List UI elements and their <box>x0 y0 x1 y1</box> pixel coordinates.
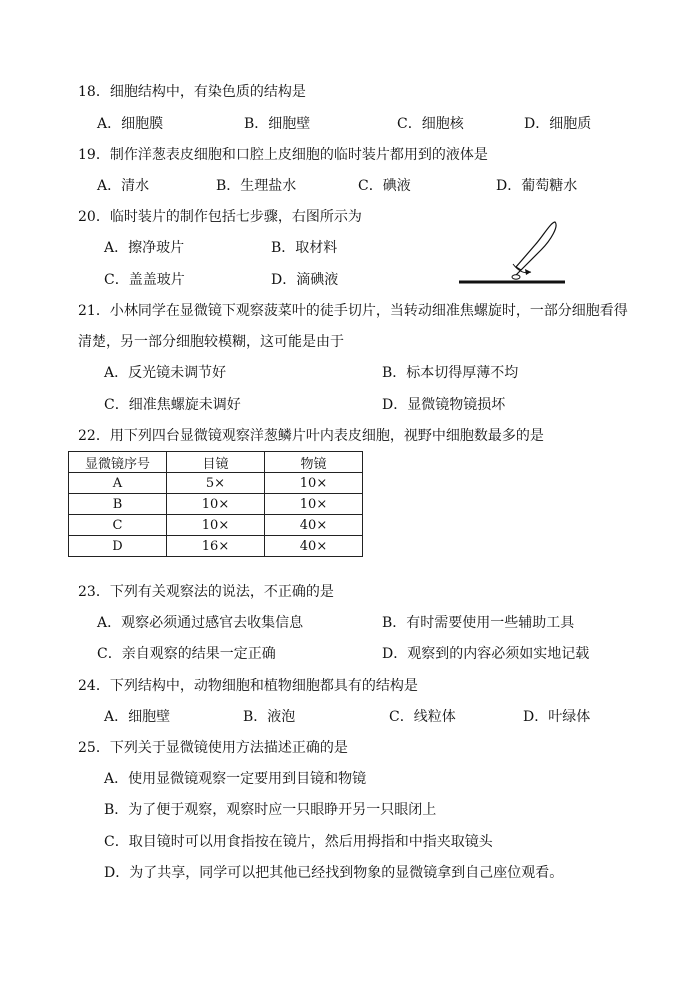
q21-option-b: B．标本切得厚薄不均 <box>382 365 519 381</box>
table-header-row <box>69 452 363 473</box>
q21-stem-line2: 清楚，另一部分细胞较模糊，这可能是由于 <box>78 334 344 350</box>
cell-id: D <box>69 536 167 557</box>
q21-stem-line1: 21．小林同学在显微镜下观察菠菜叶的徒手切片，当转动细准焦螺旋时，一部分细胞看得 <box>78 303 628 319</box>
cell-objective: 10× <box>265 473 363 494</box>
q25-option-d: D．为了共享，同学可以把其他已经找到物象的显微镜拿到自己座位观看。 <box>104 865 564 881</box>
q24-stem: 24．下列结构中，动物细胞和植物细胞都具有的结构是 <box>78 678 418 694</box>
header-eyepiece: 目镜 <box>167 452 265 473</box>
header-objective: 物镜 <box>265 452 363 473</box>
q22-stem: 22．用下列四台显微镜观察洋葱鳞片叶内表皮细胞，视野中细胞数最多的是 <box>78 428 544 444</box>
q21-option-d: D．显微镜物镜损坏 <box>382 397 506 413</box>
q20-option-d: D．滴碘液 <box>271 272 339 288</box>
q23-option-c: C．亲自观察的结果一定正确 <box>97 646 276 662</box>
q23-option-d: D．观察到的内容必须如实地记载 <box>382 646 590 662</box>
q18-option-c: C．细胞核 <box>397 116 464 132</box>
cell-eyepiece: 16× <box>167 536 265 557</box>
q19-stem: 19．制作洋葱表皮细胞和口腔上皮细胞的临时装片都用到的液体是 <box>78 147 488 163</box>
q19-option-b: B．生理盐水 <box>216 178 297 194</box>
q24-option-b: B．液泡 <box>243 709 296 725</box>
cell-id: C <box>69 515 167 536</box>
q24-option-a: A．细胞壁 <box>104 709 171 725</box>
q18-stem: 18．细胞结构中，有染色质的结构是 <box>78 84 306 100</box>
q20-option-a: A．擦净玻片 <box>104 240 185 256</box>
cell-eyepiece: 10× <box>167 494 265 515</box>
q25-stem: 25．下列关于显微镜使用方法描述正确的是 <box>78 740 348 756</box>
q20-option-b: B．取材料 <box>271 240 338 256</box>
q18-option-d: D．细胞质 <box>524 116 592 132</box>
q19-option-c: C．碘液 <box>358 178 411 194</box>
q24-option-d: D．叶绿体 <box>523 709 591 725</box>
cell-objective: 40× <box>265 515 363 536</box>
q23-option-a: A．观察必须通过感官去收集信息 <box>97 615 304 631</box>
q21-option-c: C．细准焦螺旋未调好 <box>104 397 241 413</box>
q20-option-c: C．盖盖玻片 <box>104 272 185 288</box>
q23-option-b: B．有时需要使用一些辅助工具 <box>382 615 575 631</box>
q18-option-b: B．细胞壁 <box>244 116 311 132</box>
cell-id: B <box>69 494 167 515</box>
q24-option-c: C．线粒体 <box>389 709 456 725</box>
table-row <box>69 536 363 557</box>
table-row <box>69 473 363 494</box>
q21-option-a: A．反光镜未调节好 <box>104 365 227 381</box>
cell-eyepiece: 5× <box>167 473 265 494</box>
cell-id: A <box>69 473 167 494</box>
dropper-body <box>516 222 556 270</box>
q19-option-d: D．葡萄糖水 <box>496 178 578 194</box>
q20-stem: 20．临时装片的制作包括七步骤，右图所示为 <box>78 209 362 225</box>
q25-option-a: A．使用显微镜观察一定要用到目镜和物镜 <box>104 771 367 787</box>
header-microscope-number: 显微镜序号 <box>69 452 167 473</box>
q25-option-b: B．为了便于观察，观察时应一只眼睁开另一只眼闭上 <box>104 802 437 818</box>
table-row <box>69 494 363 515</box>
microscope-table <box>68 451 363 557</box>
cell-objective: 10× <box>265 494 363 515</box>
q18-option-a: A．细胞膜 <box>97 116 164 132</box>
dropper-on-slide-figure <box>455 218 567 290</box>
q19-option-a: A．清水 <box>97 178 150 194</box>
q23-stem: 23．下列有关观察法的说法，不正确的是 <box>78 584 334 600</box>
table-row <box>69 515 363 536</box>
droplet <box>512 275 520 279</box>
cell-objective: 40× <box>265 536 363 557</box>
cell-eyepiece: 10× <box>167 515 265 536</box>
q25-option-c: C．取目镜时可以用食指按在镜片，然后用拇指和中指夹取镜头 <box>104 834 493 850</box>
